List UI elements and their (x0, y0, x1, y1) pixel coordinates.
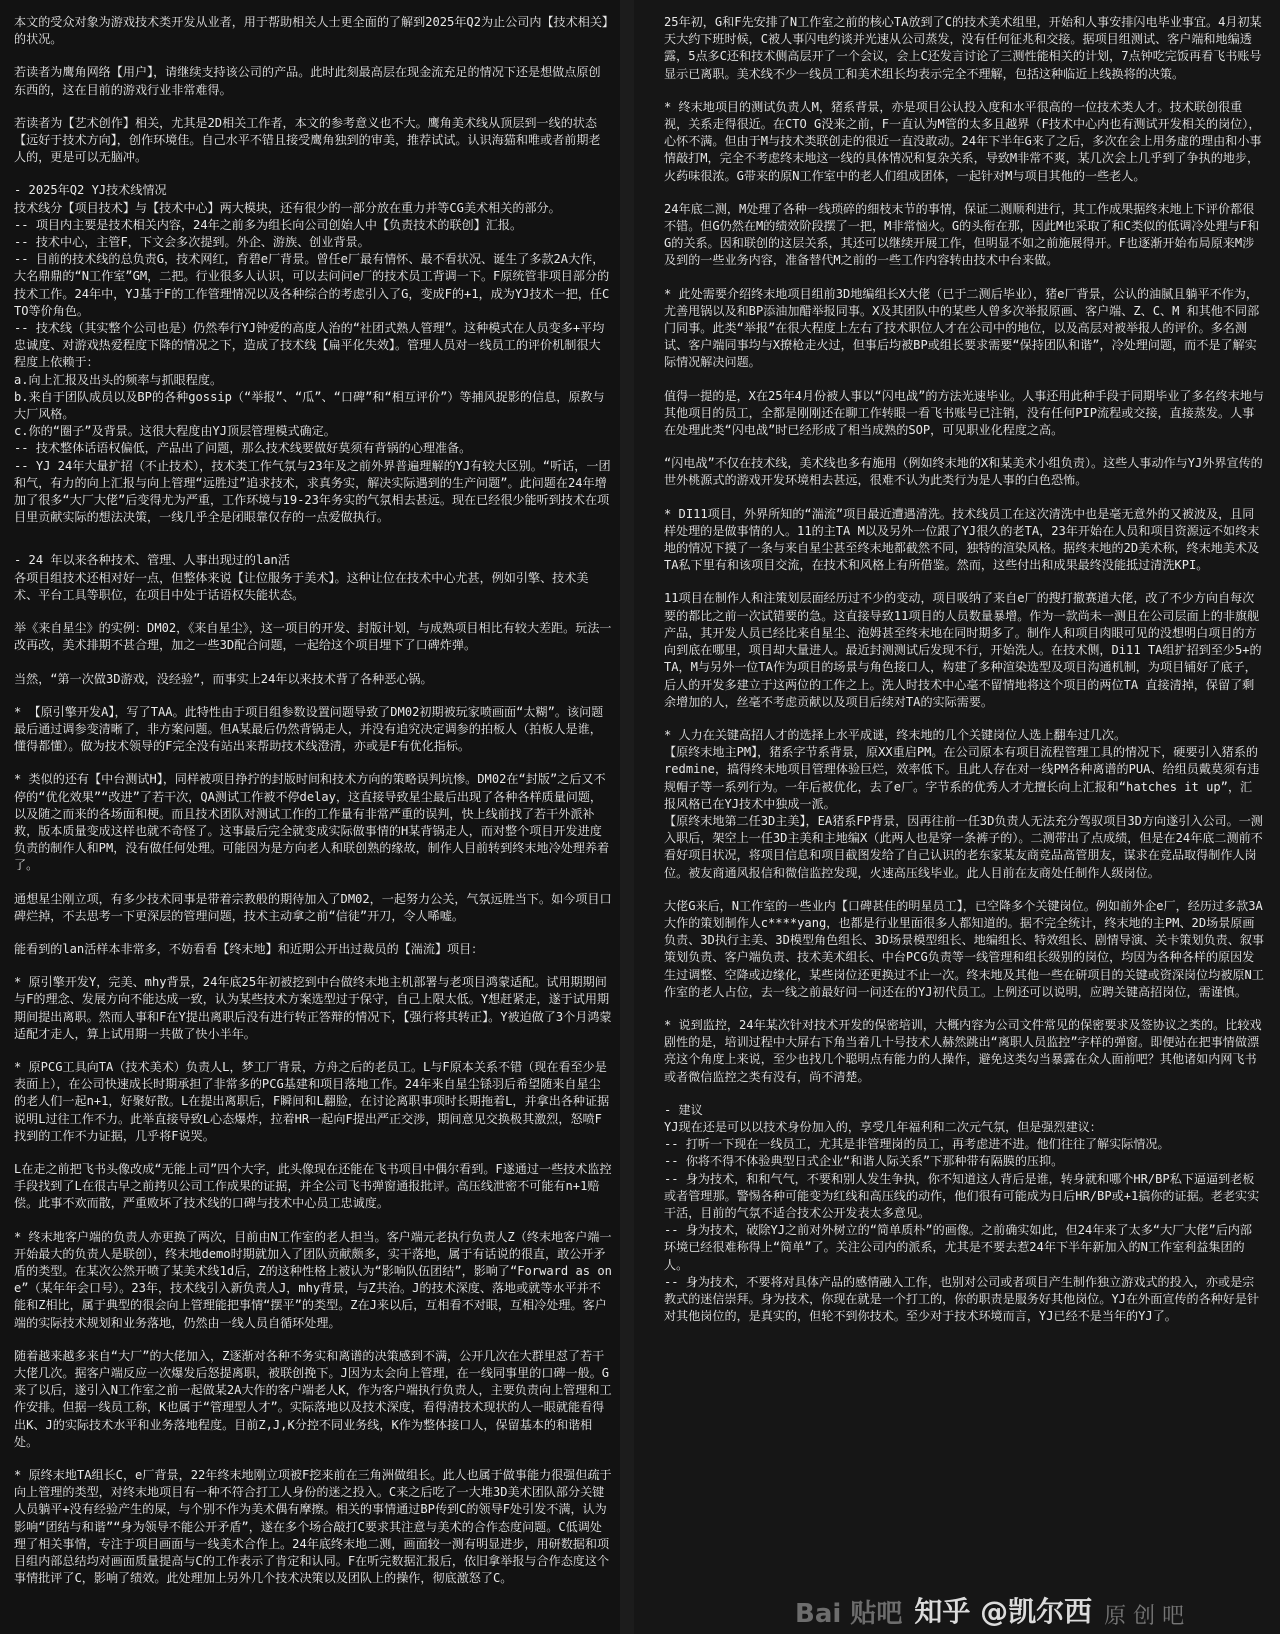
right-paragraph: 24年底二测，M处理了各种一线琐碎的细枝末节的事情，保证二测顺利进行，其工作成果据终末地上下评价都很不错。但G仍然在M的绩效阶段摆了一把，M非常恼火。G的头衔在那，因此M也采取了和C类似的低调冷处理与F和G的关系。因和联创的这层关系，其还可以继续开展工作，但明显不如之前施展得开。F也逐渐开始布局原来M涉及到的一些业务内容，准备替代M之前的一些工作内容转由技术中台来做。 (664, 201, 1260, 268)
left-paragraph: * 终末地客户端的负责人亦更换了两次，目前由N工作室的老人担当。客户端元老执行负责人Z（终末地客户端一开始最大的负责人是联创），终末地demo时期就加入了团队贡献颇多，实干落地，属于有话说的很直，敢公开矛盾的类型。在某次公然开喷了某美术线1d后，Z的这种性格上被认为“影响队伍团结”，影响了“Forward as one”（某年年会口号）。23年，技术线引入新负责人J，mhy背景，与Z共治。J的技术深度、落地或就等水平并不能和Z相比，属于典型的很会向上管理能把事情“摆平”的类型。Z在J来以后，互相看不对眼，互相冷处理。客户端的实际技术规划和业务落地，仍然由一线人员自循环处理。 (14, 1229, 612, 1330)
yuanchuang-watermark: 原 创 吧 (1104, 1604, 1185, 1629)
column-divider (620, 0, 634, 1634)
right-paragraph: 25年初，G和F先安排了N工作室之前的核心TA放到了C的技术美术组里，开始和人事安排闪电毕业事宜。4月初某天大约下班时候，C被人事闪电约谈并光速从公司蒸发，没有任何征兆和交接。据项目组测试、客户端和地编透露，5点多C还和技术侧高层开了一个会议，会上C还发言讨论了三测性能相关的计划，7点钟吃完饭再看飞书账号显示已离职。美术线不少一线员工和美术组长均表示完全不理解，包括这种临近上线换将的决策。 (664, 15, 1262, 81)
left-paragraph: 随着越来越多来自“大厂”的大佬加入，Z逐渐对各种不务实和离谱的决策感到不满，公开几次在大群里怼了若干大佬几次。据客户端反应一次爆发后怒提离职，被联创挽下。J因为太会向上管理，在一线同事里的口碑一般。G来了以后，遂引入N工作室之前一起做某2A大作的客户端老人K，作为客户端执行负责人，主要负责向上管理和工作安排。但据一线员工称，K也属于“管理型人才”。实际落地以及技术深度，看得清技术现状的人一眼就能看得出K、J的实际技术水平和业务落地程度。目前Z,J,K分控不同业务线，K作为整体接口人，保留基本的和谐相处。 (14, 1348, 612, 1449)
spacer (14, 542, 612, 552)
left-paragraph: 通想星尘刚立项，有多少技术同事是带着宗教般的期待加入了DM02，一起努力公关，气氛远胜当下。如今项目口碑烂掉，不去思考一下更深层的管理问题，技术主动拿之前“信徒”开刀，令人唏嘘。 (14, 891, 612, 923)
left-paragraph: * 原引擎开发Y，完美、mhy背景，24年底25年初被挖到中台做终末地主机部署与老项目鸿蒙适配。试用期期间与F的理念、发展方向不能达成一致，认为某些技术方案选型过于保守，自己上限太低。Y想赶紧走，遂于试用期期间提出离职。然而人事和F在Y提出离职后没有进行转正答辩的情况下，【强行将其转正】。Y被迫做了3个月鸿蒙适配才走人，算上试用期一共做了快小半年。 (14, 975, 612, 1041)
section-lan-huo: - 24 年以来各种技术、管理、人事出现过的lan活 各项目组技术还相对好一点，但整体来说【让位服务于美术】。这种让位在技术中心尤甚，例如引擎、技术美术、平台工具等职位，在项目中处于话语权失能状态。 (14, 553, 589, 602)
right-paragraph: “闪电战”不仅在技术线，美术线也多有施用（例如终末地的X和某美术小组负责）。这些人事动作与YJ外界宣传的世外桃源式的游戏开发环境相去甚远，很难不认为此类行为是人事的白色恐怖。 (664, 456, 1263, 488)
left-paragraph: 能看到的lan活样本非常多，不妨看看【终末地】和近期公开出过裁员的【湍流】项目： (14, 941, 484, 956)
right-paragraph: * 此处需要介绍终末地项目组前3D地编组长X大佬（已于二测后毕业），猪e厂背景，公认的油腻且躺平不作为，尤善甩锅以及和BP添油加醋举报同事。X及其团队中的某些人曾多次举报原画、客户端、Z、C、M 和其他不同部门同事。此类“举报”在很大程度上左右了技术职位人才在公司中的地位，以及高层对被举报人的评价。多名测试、客户端同事均与X撩枪走火过，但事后均被BP或组长要求需要“保持团队和谐”，冷处理问题，而不是了解实际情况解决问题。 (664, 286, 1260, 370)
left-paragraph: 举《来自星尘》的实例：DM02，《来自星尘》，这一项目的开发、封版计划，与成熟项目相比有较大差距。玩法一改再改，美术排期不甚合理，加之一些3D配合问题，一起给这个项目埋下了口碑炸弹。 (14, 621, 612, 653)
left-paragraph: 当然，“第一次做3D游戏，没经验”，而事实上24年以来技术背了各种恶心锅。 (14, 671, 433, 686)
right-paragraph: * 人力在关键高招人才的选择上水平成谜，终末地的几个关键岗位人选上翻车过几次。 【原终末地主PM】，猪系字节系背景，原XX重启PM。在公司原本有项目流程管理工具的情况下，硬要引入猪系的redmine，搞得终末地项目管理体验巨烂，效率低下。且此人存在对一线PM各种离谱的PUA、给组员戴莫须有违规帽子等一系列行为。一年后被优化，去了e厂。字节系的优秀人才尤擅长向上汇报和“hatches it up”，汇报风格已在YJ技术中独成一派。 【原终末地第二任3D主美】，EA猪系FP背景，因再往前一任3D负责人无法充分驾驭项目3D方向遂引入公司。一测入职后，架空上一任3D主美和主地编X（此两人也是穿一条裤子的）。二测带出了点成绩，但是在24年底二测前不看好项目状况，将项目信息和项目截图发给了自己认识的老东家某友商竞品高管朋友，谋求在竞品取得制作人岗位。被友商通风报信和微信监控发现，火速高压线毕业。此人目前在友商处任制作人级岗位。 (664, 727, 1263, 880)
section-yj-tech-status: - 2025年Q2 YJ技术线情况 技术线分【项目技术】与【技术中心】两大模块，还有很少的一部分放在重力并等CG美术相关的部分。 -- 项目内主要是技术相关内容，24年之前多为组长向公司创始人中【负责技术的联创】汇报。 -- 技术中心，主管F，下文会多次提到。外企、游族、创业背景。 -- 目前的技术线的总负责G，技术网红，育碧e厂背景。曾任e厂最有情怀、最不看状况、诞生了多款2A大作，大名鼎鼎的“N工作室”GM，二把。行业很多人认识，可以去问问e厂的技术员工背调一下。F原统管非项目部分的技术工作。24年中，YJ基于F的工作管理情况以及各种综合的考虑引入了G，变成F的+1，成为YJ技术一把，任CTO等价角色。 -- 技术线（其实整个公司也是）仍然奉行YJ钟爱的高度人治的“社团式熟人管理”。这种模式在人员变多+平均忠诚度、对游戏热爱程度下降的情况之下，造成了技术线【扁平化失效】。管理人员对一线员工的评价机制很大程度上依赖于： a.向上汇报及出头的频率与抓眼程度。 b.来自于团队成员以及BP的各种gossip（“举报”、“瓜”、“口碑”和“相互评价”）等捕风捉影的信息，原教与大厂风格。 c.你的“圈子”及背景。这很大程度由YJ顶层管理模式确定。 -- 技术整体话语权偏低，产品出了问题，那么技术线要做好莫须有背锅的心理准备。 -- YJ 24年大量扩招（不止技术），技术类工作气氛与23年及之前外界普遍理解的YJ有较大区别。“听话，一团和气，有力的向上汇报与向上管理“远胜过”追求技术，求真务实，解决实际遇到的生产问题”。此问题在24年增加了很多“大厂大佬”后变得尤为严重，工作环境与19-23年务实的气氛相去甚远。现在已经很少能听到技术在项目里贡献实际的想法决策，一线几乎全是闭眼靠仅存的一点爱做执行。 (14, 183, 611, 525)
right-paragraph: * 说到监控，24年某次针对技术开发的保密培训，大概内容为公司文件常见的保密要求及签协议之类的。比较戏剧性的是，培训过程中大屏右下角当着几十号技术人赫然跳出“离职人员监控”字样的弹窗。即便站在把事情做漂亮这个角度上来说，至少也找几个聪明点有能力的人操作，避免这类勾当暴露在众人面前吧？其他诸如内网飞书或者微信监控之类有没有，尚不清楚。 (664, 1017, 1262, 1084)
left-paragraph: L在走之前把飞书头像改成“无能上司”四个大字，此头像现在还能在飞书项目中偶尔看到。F遂通过一些技术监控手段找到了L在很古早之前拷贝公司工作成果的证据，并全公司飞书弹窗通报批评。高压线泄密不可能有n+1赔偿。此事不欢而散，严重败坏了技术线的口碑与技术中心员工忠诚度。 (14, 1161, 612, 1211)
left-column (0, 0, 620, 1634)
left-paragraph: 若读者为【艺术创作】相关，尤其是2D相关工作者，本文的参考意义也不大。鹰角美术线从顶层到一线的状态【远好于技术方向】，创作环境佳。自己水平不错且接受鹰角独到的审美，推荐试试。认识海猫和唯或者前期老人的，更是可以无脑冲。 (14, 115, 601, 165)
left-paragraph: * 原终末地TA组长C，e厂背景，22年终末地刚立项被F挖来前在三角洲做组长。此人也属于做事能力很强但疏于向上管理的类型，对终末地项目有一种不符合打工人身份的迷之投入。C来之后吃了一大堆3D美术团队部分关键人员躺平+没有经验产生的屎，与个别不作为美术偶有摩擦。相关的事情通过BP传到C的领导F处引发不满，认为影响“团结与和谐”“身为领导不能公开矛盾”，遂在多个场合敲打C要求其注意与美术的合作态度问题。C低调处理了相关事情，专注于项目画面与一线美术合作上。24年底终末地二测，画面较一测有明显进步，用研数据和项目组内部总结均对画面质量提高与C的工作表示了肯定和认同。F在听完数据汇报后，依旧拿举报与合作态度这个事情批评了C，影响了绩效。此处理加上另外几个技术决策以及团队上的操作，彻底激怒了C。 (14, 1468, 612, 1586)
right-paragraph: 大佬G来后，N工作室的一些业内【口碑甚佳的明星员工】，已空降多个关键岗位。例如前外企e厂，经历过多款3A大作的策划制作人c****yang，也都是行业里面很多人都知道的。据不完全统计，终末地的主PM、2D场景原画负责、3D执行主美、3D模型角色组长、3D场景模型组长、地编组长、特效组长、剧情导演、关卡策划负责、叙事策划负责、客户端负责、技术美术组长、中台PCG负责等一线管理和组长级别的岗位，均因为各种各样的原因发生过调整、空降或边缘化，某些岗位还更换过不止一次。终末地及其他一些在研项目的关键或资深岗位均被原N工作室的老人占位，去一线之前最好问一问还在的YJ初代员工。上例还可以说明，应聘关键高招岗位，需谨慎。 (664, 898, 1265, 999)
right-paragraph: * DI11项目，外界所知的“湍流”项目最近遭遇清洗。技术线员工在这次清洗中也是毫无意外的又被波及，且同样处理的是做事情的人。11的主TA M以及另外一位跟了YJ很久的老TA，23年开始在人员和项目资源远不如终末地的情况下摸了一条与来自星尘甚至终末地都截然不同，独特的渲染风格。据终末地的2D美术称，终末地美术及TA私下里有和该项目交流，在技术和风格上有所借鉴。然而，这些付出和成果最终没能抵过清洗KPI。 (664, 506, 1260, 573)
left-paragraph: * 【原引擎开发A】，写了TAA。此特性由于项目组参数设置问题导致了DM02初期被玩家喷画面“太糊”。该问题最后通过调参变清晰了，非方案问题。但A某最后仍然背锅走人，并没有追究决定调参的拍板人（拍板人是谁，懂得都懂）。做为技术领导的F完全没有站出来帮助技术线澄清，亦或是F有优化指标。 (14, 704, 604, 754)
right-paragraph: 11项目在制作人和注策划层面经历过不少的变动，项目吸纳了来自e厂的搜打撤赛道大佬，改了不少方向自每次要的都比之前一次试错要的急。这直接导致11项目的人员数量暴增。作为一款尚未一测且在公司层面上的非旗舰产品，其开发人员已经比来自星尘、泡姆甚至终末地在同时期多了。制作人和项目肉眼可见的没想明白项目的方向到底在哪里，项目却大量进人。最近封测测试后发现不行，开始洗人。在技术侧，Di11 TA组扩招到至少5+的TA，M与另外一位TA作为项目的场景与角色接口人，构建了多种渲染选型及项目沟通机制，为项目铺好了底子，后人的开发多建立于这两位的工作之上。洗人时技术中心毫不留情地将这个项目的两位TA 直接清掉，保留了剩余增加的人，丝毫不考虑贡献以及项目后续对TA的实际需要。 (664, 591, 1262, 709)
right-paragraph: * 终末地项目的测试负责人M，猪系背景，亦是项目公认投入度和水平很高的一位技术类人才。技术联创很重视，关系走得很近。在CTO G没来之前，F一直认为M管的太多且越界（F技术中心内也有测试开发相关的岗位），心怀不满。但由于M与技术类联创走的很近一直没敢动。24年下半年G来了之后，多次在会上用务虚的理由和小事情敲打M，完全不考虑终末地这一线的具体情况和复杂关系，导致M非常不爽，某几次会上几乎到了争执的地步，火药味很浓。G带来的原N工作室中的老人们组成团体，一起针对M与项目其他的一些老人。 (664, 99, 1262, 183)
watermark (795, 1566, 1275, 1630)
left-paragraph: * 类似的还有【中台测试H】，同样被项目挣拧的封版时间和技术方向的策略误判坑惨。DM02在“封版”之后又不停的“优化效果”“改进”了若干次，QA测试工作被不停delay，这直接导致星尘最后出现了各种各样质量问题，以及随之而来的各场面和梗。而且技术团队对测试工作的工作量有非常严重的误判，快上线前找了若干外派补救，版本质量变成这样也就不奇怪了。这事最后完全就变成实际做事情的H某背锅走人，而对整个项目开发进度负责的制作人和PM，没有做任何处理。可能因为是方向老人和联创熟的缘故，制作人目前转到终末地冷处理养着了。 (14, 772, 610, 873)
zhihu-watermark: 知乎 @凯尔西 (914, 1595, 1093, 1628)
left-paragraph: * 原PCG工具向TA（技术美术）负责人L，梦工厂背景，方舟之后的老员工。L与F原本关系不错（现在看至少是表面上），在公司快速成长时期承担了非常多的PCG基建和项目落地工作。24年来自星尘铩羽后希望随来自星尘的老人们一起n+1，好聚好散。L在提出离职后，F瞬间和L翻脸，在讨论离职事项时长期拖着L，并拿出各种证据说明L过往工作不力。此举直接导致L心态爆炸，拉着HR一起向F提出严正交涉，期间意见交换极其激烈，怒喷F找到的工作不力证据，几乎将F说哭。 (14, 1059, 610, 1143)
right-paragraph: 值得一提的是，X在25年4月份被人事以“闪电战”的方法光速毕业。人事还用此种手段于同期毕业了多名终末地与其他项目的员工，全都是刚刚还在聊工作转眼一看飞书账号已注销，没有任何PIP流程或交接，直接蒸发。人事在处理此类“闪电战”时已经形成了相当成熟的SOP，可见职业化程度之高。 (664, 388, 1265, 438)
left-paragraph: 本文的受众对象为游戏技术类开发从业者，用于帮助相关人士更全面的了解到2025年Q2为止公司内【技术相关】的状况。 (14, 15, 608, 47)
right-column (634, 0, 1280, 1634)
left-paragraph: 若读者为鹰角网络【用户】，请继续支持该公司的产品。此时此刻最高层在现金流充足的情况下还是想做点原创东西的，这在目前的游戏行业非常难得。 (14, 65, 601, 97)
section-suggestions: - 建议 YJ现在还是可以以技术身份加入的，享受几年福利和二次元气氛，但是强烈建议： -- 打听一下现在一线员工，尤其是非管理岗的员工，再考虑进不进。他们往往了解实际情况。 -- 你将不得不体验典型日式企业“和谐人际关系”下那种带有隔膜的压抑。 -- 身为技术，和和气气，不要和别人发生争执，你不知道这人背后是谁，转身就和哪个HR/BP私下逼逼到老板或者管理那。警惕各种可能变为红线和高压线的动作，他们很有可能成为日后HR/BP或+1搞你的证据。老老实实干活，目前的气氛不适合技术公开发表太多意见。 -- 身为技术，破除YJ之前对外树立的“简单质朴”的画像。之前确实如此，但24年来了太多“大厂大佬”后内部环境已经很难称得上“简单”了。关注公司内的派系，尤其是不要去惹24年下半年新加入的N工作室利益集团的人。 -- 身为技术，不要将对具体产品的感情融入工作，也别对公司或者项目产生制作独立游戏式的投入，亦或是宗教式的迷信崇拜。身为技术，你现在就是一个打工的，你的职责是服务好其他岗位。YJ在外面宣传的各种好是针对其他岗位的，是真实的，但轮不到你技术。至少对于技术环境而言，YJ已经不是当年的YJ了。 (664, 1102, 1260, 1324)
baidu-tieba-watermark: Bai 贴吧 (795, 1599, 903, 1629)
